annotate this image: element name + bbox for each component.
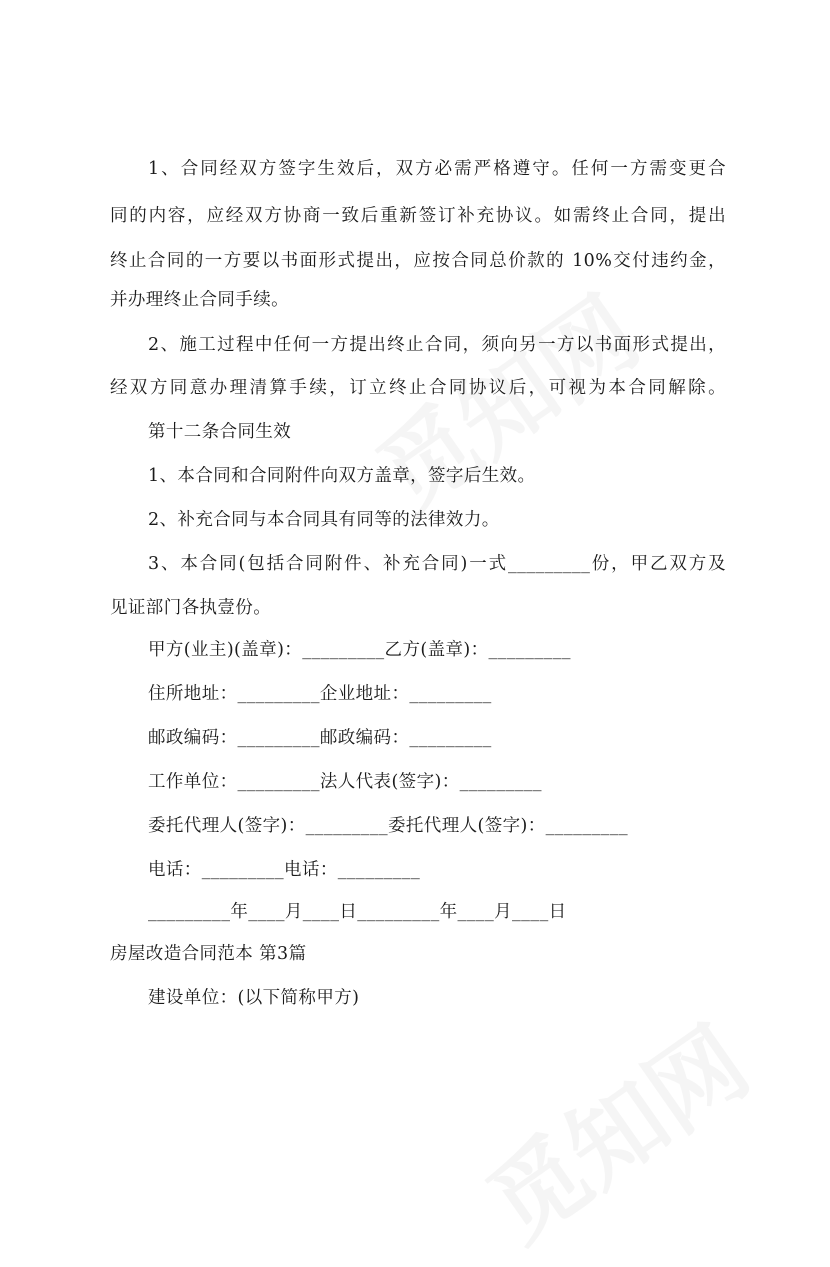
paragraph-2-line-2: 经双方同意办理清算手续，订立终止合同协议后，可视为本合同解除。 [110,378,726,398]
clause-3-line-2: 见证部门各执壹份。 [110,598,272,618]
paragraph-1-line-4: 并办理终止合同手续。 [110,290,289,310]
paragraph-1-line-1: 1、合同经双方签字生效后，双方必需严格遵守。任何一方需变更合 [148,159,726,179]
signature-agent-line: 委托代理人(签字)：_________委托代理人(签字)：_________ [148,816,629,836]
clause-3-line-1: 3、本合同(包括合同附件、补充合同)一式_________份，甲乙双方及 [148,554,726,574]
watermark-bottom [457,990,771,1267]
signature-phone-line: 电话：_________电话：_________ [148,860,421,880]
section-first-line: 建设单位：(以下简称甲方) [148,988,360,1008]
article-12-heading: 第十二条合同生效 [148,422,292,442]
signature-postal-line: 邮政编码：_________邮政编码：_________ [148,728,492,748]
section-title: 房屋改造合同范本 第3篇 [110,944,307,964]
signature-date-line: _________年____月____日_________年____月____日 [148,902,567,922]
paragraph-2-line-1: 2、施工过程中任何一方提出终止合同，须向另一方以书面形式提出， [148,335,726,355]
paragraph-1-line-2: 同的内容，应经双方协商一致后重新签订补充协议。如需终止合同，提出 [110,206,726,226]
signature-party-line: 甲方(业主)(盖章)：_________乙方(盖章)：_________ [148,640,571,660]
clause-1: 1、本合同和合同附件向双方盖章，签字后生效。 [148,466,536,486]
signature-work-unit-line: 工作单位：_________法人代表(签字)：_________ [148,772,542,792]
paragraph-1-line-3: 终止合同的一方要以书面形式提出，应按合同总价款的 10%交付违约金， [110,251,726,271]
signature-address-line: 住所地址：_________企业地址：_________ [148,684,492,704]
clause-2: 2、补充合同与本合同具有同等的法律效力。 [148,510,500,530]
